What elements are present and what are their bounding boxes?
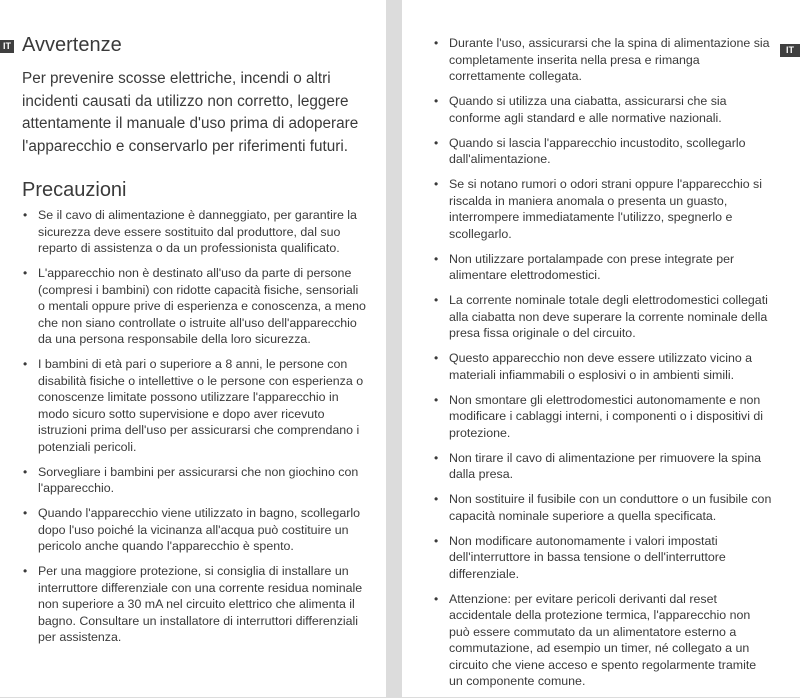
- list-item: [433, 35, 773, 85]
- list-item: [22, 464, 367, 497]
- list-item-text: Non smontare gli elettrodomestici autonomamente e non modificare i cablaggi interni, i componenti o i dispositivi di protezione.: [449, 392, 764, 440]
- list-item: [433, 176, 773, 242]
- precautions-title: Precauzioni: [22, 179, 127, 201]
- left-page: [0, 0, 386, 697]
- list-item: [433, 93, 773, 126]
- bullet-icon: •: [434, 450, 439, 465]
- bullet-icon: •: [23, 464, 28, 479]
- list-item-text: La corrente nominale totale degli elettrodomestici collegati alla ciabatta non deve superare la corrente nominale della presa fissa originale o del circuito.: [449, 293, 768, 340]
- list-item-text: Questo apparecchio non deve essere utilizzato vicino a materiali infiammabili o esplosivi o in ambienti simili.: [449, 351, 753, 382]
- list-item-text: Non utilizzare portalampade con prese integrate per alimentare elettrodomestici.: [449, 251, 735, 282]
- list-item-text: L'apparecchio non è destinato all'uso da parte di persone (compresi i bambini) con ridotte capacità fisiche, sensoriali o mentali oppure prive di esperienza e conoscenza, a meno che non siano controllate o istruite all'uso dell'apparecchio da una persona responsabile della loro sicurezza.: [38, 266, 366, 346]
- list-item-text: Non tirare il cavo di alimentazione per rimuovere la spina dalla presa.: [449, 450, 761, 481]
- bullet-icon: •: [434, 351, 439, 365]
- precautions-list: [22, 207, 367, 654]
- list-item: [22, 356, 367, 455]
- precautions-list-continued: [433, 35, 773, 698]
- bullet-icon: •: [434, 251, 439, 266]
- list-item: [433, 292, 773, 342]
- list-item: [22, 207, 367, 257]
- list-item: [22, 265, 367, 348]
- list-item: [433, 135, 773, 168]
- list-item: [22, 505, 367, 555]
- list-item-text: Durante l'uso, assicurarsi che la spina di alimentazione sia completamente inserita nella presa e rimanga correttamente collegata.: [449, 36, 770, 83]
- bullet-icon: •: [434, 177, 439, 191]
- language-tab: IT: [0, 40, 14, 53]
- bullet-icon: •: [23, 208, 28, 222]
- list-item-text: Non modificare autonomamente i valori impostati dell'interruttore in bassa tensione o dell'interruttore differenziale.: [449, 533, 726, 581]
- list-item-text: Quando si utilizza una ciabatta, assicurarsi che sia conforme agli standard e alle normative nazionali.: [449, 94, 727, 125]
- list-item: [433, 450, 773, 483]
- list-item-text: Se il cavo di alimentazione è danneggiato, per garantire la sicurezza deve essere sostituito dal produttore, dal suo reparto di assistenza o da un professionista qualificato.: [38, 208, 357, 255]
- list-item: [22, 563, 367, 646]
- list-item: [433, 350, 773, 383]
- bullet-icon: •: [434, 492, 439, 506]
- intro-paragraph: Per prevenire scosse elettriche, incendi o altri incidenti causati da utilizzo non corretto, leggere attentamente il manuale d'uso prima di adoperare l'apparecchio e conservarlo per riferimenti futuri.: [22, 70, 359, 155]
- bullet-icon: •: [434, 36, 439, 50]
- list-item: [433, 392, 773, 442]
- list-item-text: Sorvegliare i bambini per assicurarsi che non giochino con l'apparecchio.: [38, 464, 359, 495]
- bullet-icon: •: [434, 591, 439, 606]
- bullet-icon: •: [23, 357, 28, 371]
- bullet-icon: •: [434, 533, 439, 548]
- bullet-icon: •: [434, 392, 439, 407]
- list-item: [433, 251, 773, 284]
- bullet-icon: •: [23, 506, 28, 520]
- list-item: [433, 533, 773, 583]
- list-item-text: Attenzione: per evitare pericoli derivanti dal reset accidentale della protezione termica, l'apparecchio non può essere commutato da un alimentatore esterno a commutazione, ad esempio un timer, né collegato a un circuito che viene acceso e spento regolarmente tramite un componente comune.: [449, 591, 757, 688]
- bullet-icon: •: [434, 293, 439, 307]
- list-item: [433, 591, 773, 690]
- list-item: [433, 491, 773, 524]
- list-item-text: Per una maggiore protezione, si consiglia di installare un interruttore differenziale con una corrente residua nominale non superiore a 30 mA nel circuito elettrico che alimenta il bagno. Consultare un installatore di interruttori differenziali per assistenza.: [38, 564, 363, 644]
- list-item-text: I bambini di età pari o superiore a 8 anni, le persone con disabilità fisiche o intellettive o le persone con esperienza o conoscenze limitate possono utilizzare l'apparecchio in modo sicuro sotto supervisione e dopo aver ricevuto istruzioni prima dell'uso per assicurarsi che comprendano i potenziali pericoli.: [38, 357, 364, 454]
- bullet-icon: •: [23, 564, 28, 578]
- list-item-text: Quando si lascia l'apparecchio incustodito, scollegarlo dall'alimentazione.: [449, 135, 746, 166]
- list-item-text: Non sostituire il fusibile con un conduttore o un fusibile con capacità nominale superiore a quella specificata.: [449, 492, 772, 523]
- warnings-title: Avvertenze: [22, 34, 122, 56]
- list-item-text: Se si notano rumori o odori strani oppure l'apparecchio si riscalda in maniera anomala o presenta un guasto, interrompere immediatamente l'utilizzo, spegnerlo e scollegarlo.: [449, 177, 762, 241]
- language-tab: IT: [780, 44, 800, 57]
- bullet-icon: •: [434, 135, 439, 150]
- list-item-text: Quando l'apparecchio viene utilizzato in bagno, scollegarlo dopo l'uso poiché la vicinanza all'acqua può costituire un pericolo anche quando l'apparecchio è spento.: [38, 506, 360, 553]
- bullet-icon: •: [434, 94, 439, 108]
- bullet-icon: •: [23, 266, 28, 280]
